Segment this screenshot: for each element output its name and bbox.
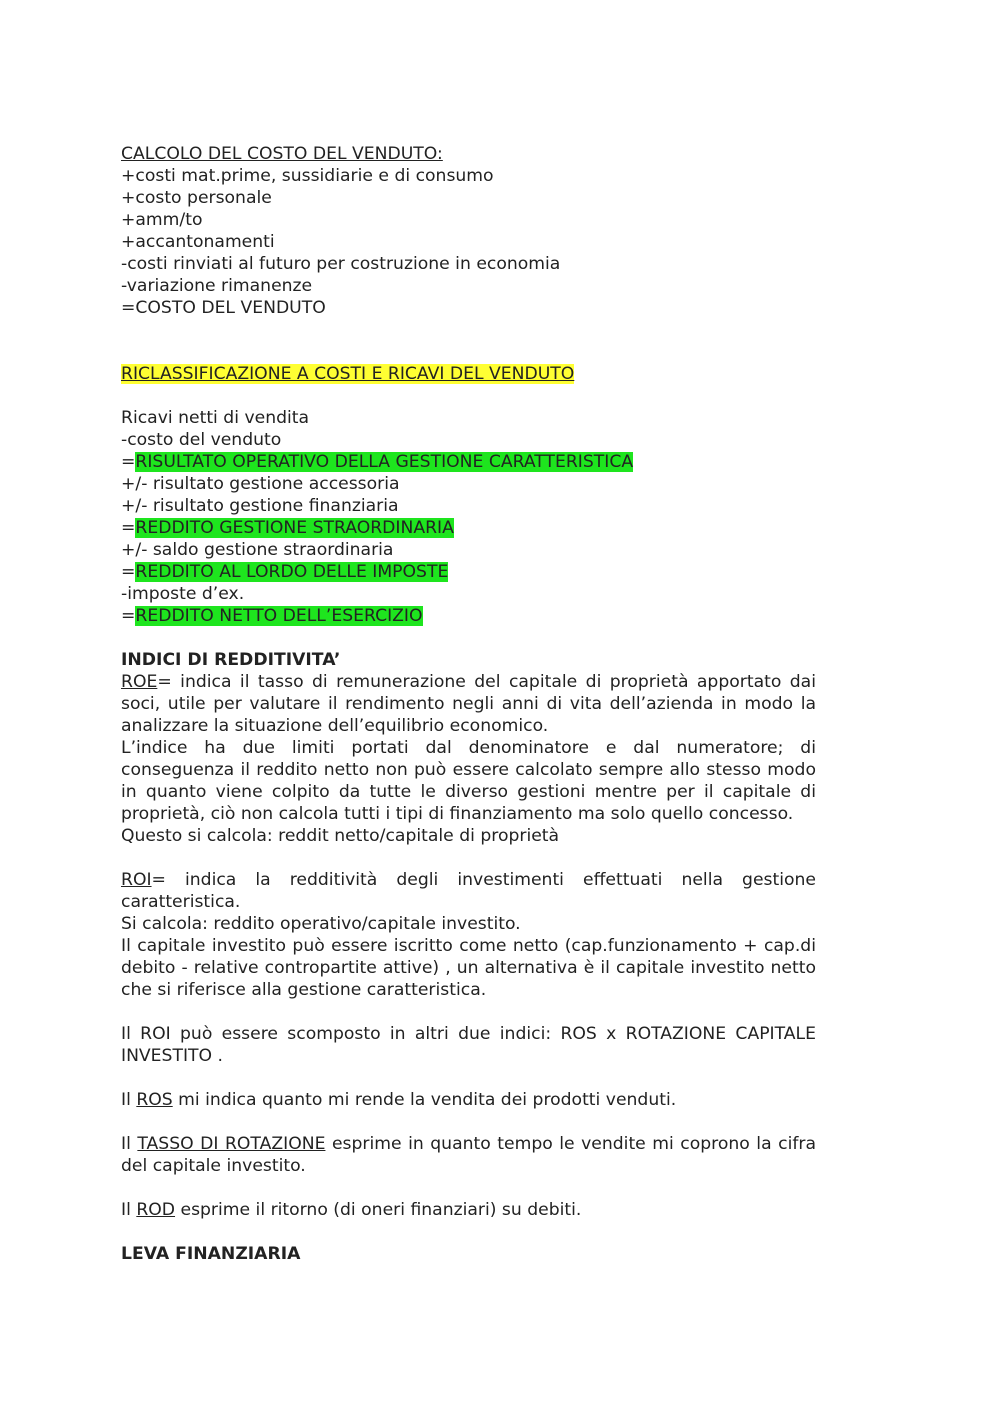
roi-capital-paragraph: Il capitale investito può essere iscritto come netto (cap.funzionamento + cap.di debito - relative contropartite attive) , un alternativa è il capitale investito netto che si riferisce alla gestione caratteristica. — [121, 936, 816, 1000]
reclass-result-highlight: REDDITO AL LORDO DELLE IMPOSTE — [135, 562, 449, 582]
cost-line: -variazione rimanenze — [121, 276, 313, 296]
tasso-label: TASSO DI ROTAZIONE — [137, 1134, 326, 1154]
reclass-line: +/- risultato gestione finanziaria — [121, 496, 399, 516]
reclass-result-line — [121, 451, 816, 473]
reclass-result-highlight: REDDITO NETTO DELL’ESERCIZIO — [135, 606, 423, 626]
cost-line: +accantonamenti — [121, 232, 275, 252]
reclass-title-highlight: RICLASSIFICAZIONE A COSTI E RICAVI DEL VENDUTO — [121, 364, 575, 384]
leva-section-title: LEVA FINANZIARIA — [121, 1244, 301, 1264]
rod-text: esprime il ritorno (di oneri finanziari) su debiti. — [175, 1200, 582, 1220]
roe-label: ROE — [121, 672, 158, 692]
tasso-paragraph — [121, 1133, 816, 1177]
cost-line: +costo personale — [121, 188, 272, 208]
ros-prefix: Il — [121, 1090, 137, 1110]
reclass-line: +/- saldo gestione straordinaria — [121, 540, 394, 560]
tasso-text: esprime in quanto tempo le vendite mi coprono la cifra del capitale investito. — [121, 1134, 816, 1176]
roe-paragraph — [121, 671, 816, 737]
reclass-line: Ricavi netti di vendita — [121, 408, 310, 428]
roe-limits-paragraph: L’indice ha due limiti portati dal denominatore e dal numeratore; di conseguenza il reddito netto non può essere calcolato sempre allo stesso modo in quanto viene colpito da tutte le diverso gestioni mentre per il capitale di proprietà, ciò non calcola tutti i tipi di finanziamento ma solo quello concesso. — [121, 738, 816, 824]
roe-text: = indica il tasso di remunerazione del capitale di proprietà apportato dai soci, utile per valutare il rendimento negli anni di vita dell’azienda in modo la analizzare la situazione dell’equilibrio economico. — [121, 672, 816, 736]
roi-calc-line: Si calcola: reddito operativo/capitale investito. — [121, 914, 521, 934]
reclass-result-line — [121, 517, 816, 539]
document-page — [121, 143, 816, 1265]
roi-label: ROI — [121, 870, 152, 890]
reclass-line: -imposte d’ex. — [121, 584, 245, 604]
cost-section-title: CALCOLO DEL COSTO DEL VENDUTO: — [121, 144, 443, 164]
ros-paragraph — [121, 1089, 816, 1111]
rod-label: ROD — [136, 1200, 176, 1220]
indici-section-title: INDICI DI REDDITIVITA’ — [121, 650, 341, 670]
reclass-result-prefix: = — [121, 562, 136, 582]
rod-paragraph — [121, 1199, 816, 1221]
roi-paragraph — [121, 869, 816, 913]
rod-prefix: Il — [121, 1200, 137, 1220]
cost-line: +costi mat.prime, sussidiarie e di consumo — [121, 166, 494, 186]
reclass-line: -costo del venduto — [121, 430, 282, 450]
cost-line: -costi rinviati al futuro per costruzione in economia — [121, 254, 561, 274]
reclass-result-prefix: = — [121, 518, 136, 538]
reclass-result-prefix: = — [121, 452, 136, 472]
ros-label: ROS — [136, 1090, 173, 1110]
reclass-line: +/- risultato gestione accessoria — [121, 474, 400, 494]
roi-text: = indica la redditività degli investimenti effettuati nella gestione caratteristica. — [121, 870, 816, 912]
cost-total-line: =COSTO DEL VENDUTO — [121, 298, 326, 318]
reclass-result-line — [121, 605, 816, 627]
roe-calc-line: Questo si calcola: reddit netto/capitale di proprietà — [121, 826, 560, 846]
reclass-result-prefix: = — [121, 606, 136, 626]
reclass-result-highlight: RISULTATO OPERATIVO DELLA GESTIONE CARATTERISTICA — [135, 452, 634, 472]
reclass-result-line — [121, 561, 816, 583]
reclass-section-title — [121, 363, 816, 385]
cost-line: +amm/to — [121, 210, 203, 230]
ros-text: mi indica quanto mi rende la vendita dei prodotti venduti. — [172, 1090, 677, 1110]
tasso-prefix: Il — [121, 1134, 138, 1154]
reclass-result-highlight: REDDITO GESTIONE STRAORDINARIA — [135, 518, 454, 538]
roi-split-paragraph: Il ROI può essere scomposto in altri due indici: ROS x ROTAZIONE CAPITALE INVESTITO . — [121, 1024, 816, 1066]
